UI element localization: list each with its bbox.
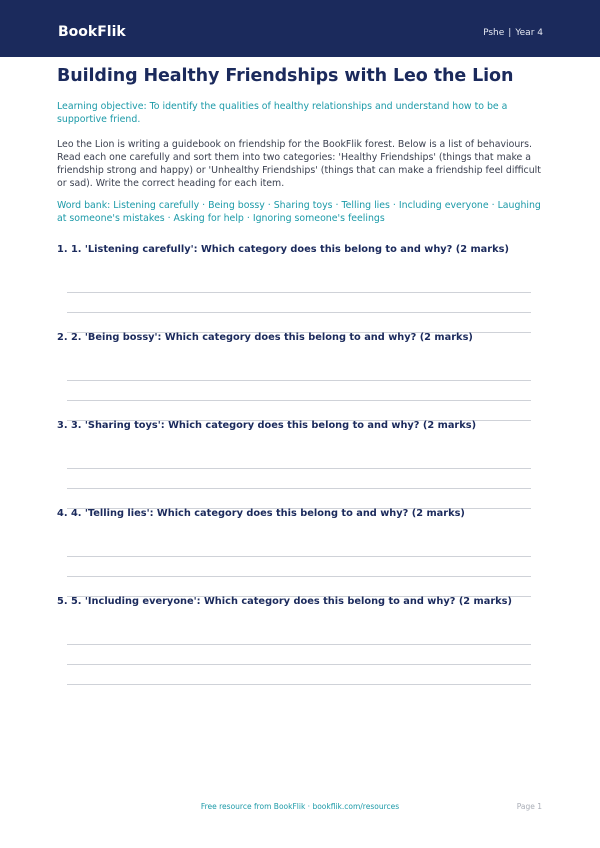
worksheet-title: Building Healthy Friendships with Leo the Lion [57, 66, 514, 86]
page-number: Page 1 [516, 802, 542, 811]
instructions-text: Leo the Lion is writing a guidebook on friendship for the BookFlik forest. Below is a list of behaviours. Read each one carefully and sort them into two categories: 'Healthy Friendships' (things that make a friendship strong and happy) or 'Unhealthy Friendships' (things that can make a friendship feel difficult or sad). Write the correct heading for each item. [57, 139, 541, 189]
answer-line[interactable] [67, 644, 531, 645]
meta-separator: | [508, 28, 512, 38]
footer-text: Free resource from BookFlik · bookflik.com/resources [200, 802, 400, 811]
learning-objective: Learning objective: To identify the qualities of healthy relationships and understand how to be a supportive friend. [57, 101, 508, 125]
year-label: Year 4 [515, 28, 543, 38]
question-3 [57, 420, 543, 431]
answer-line[interactable] [67, 400, 531, 401]
question-text: 4. 4. 'Telling lies': Which category does this belong to and why? (2 marks) [57, 508, 465, 519]
answer-line[interactable] [67, 576, 531, 577]
answer-line[interactable] [67, 488, 531, 489]
brand-logo: BookFlik [58, 24, 126, 40]
header-meta [483, 28, 543, 38]
answer-line[interactable] [67, 684, 531, 685]
question-5 [57, 596, 543, 607]
question-4 [57, 508, 543, 519]
answer-line[interactable] [67, 556, 531, 557]
question-1 [57, 244, 543, 255]
answer-line[interactable] [67, 380, 531, 381]
subject-label: Pshe [483, 28, 505, 38]
question-text: 1. 1. 'Listening carefully': Which category does this belong to and why? (2 marks) [57, 244, 509, 255]
answer-line[interactable] [67, 292, 531, 293]
word-bank: Word bank: Listening carefully · Being bossy · Sharing toys · Telling lies · Including everyone · Laughing at someone's mistakes · Asking for help · Ignoring someone's feelings [57, 200, 541, 224]
question-text: 2. 2. 'Being bossy': Which category does this belong to and why? (2 marks) [57, 332, 473, 343]
answer-line[interactable] [67, 664, 531, 665]
question-2 [57, 332, 543, 343]
answer-line[interactable] [67, 312, 531, 313]
question-text: 5. 5. 'Including everyone': Which category does this belong to and why? (2 marks) [57, 596, 512, 607]
answer-line[interactable] [67, 468, 531, 469]
question-text: 3. 3. 'Sharing toys': Which category does this belong to and why? (2 marks) [57, 420, 477, 431]
header-bar [0, 0, 600, 57]
